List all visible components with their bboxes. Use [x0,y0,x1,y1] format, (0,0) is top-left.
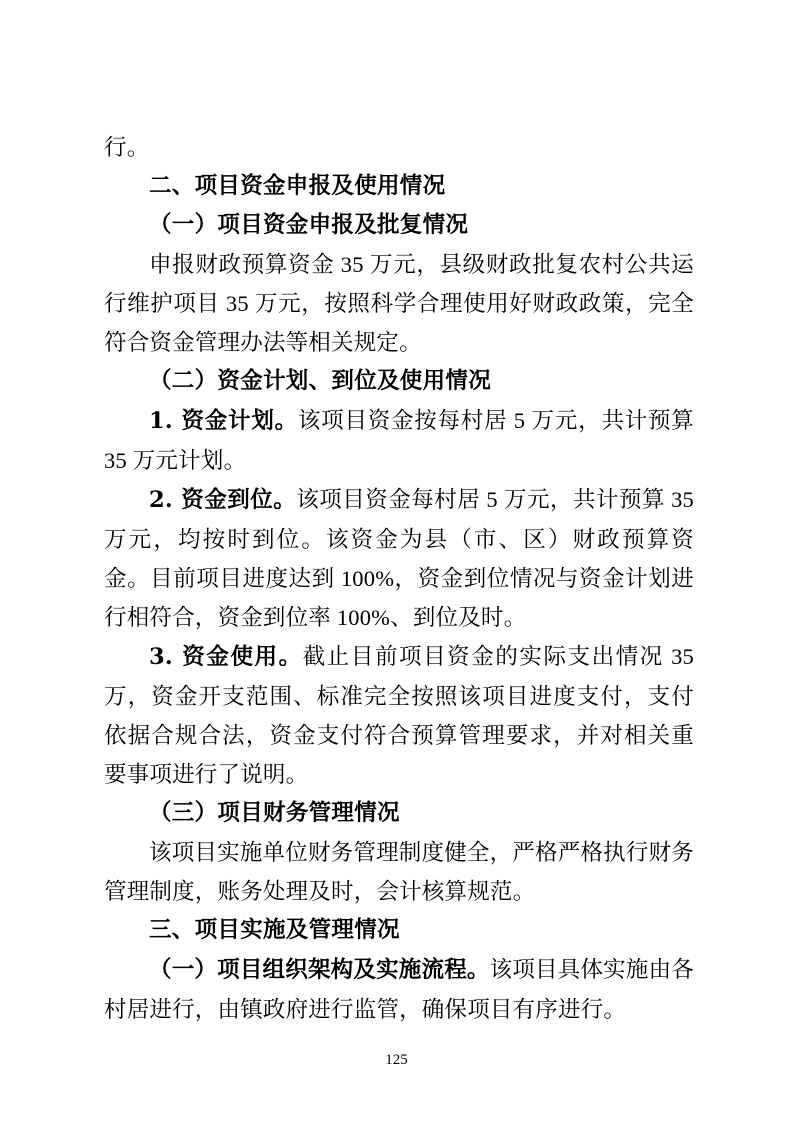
run-in-text-fund-plan: 该项目资金按每村居 5 万元，共计预算 35 万元计划。 [104,408,694,473]
run-in-head-fund-arrival: 2. 资金到位。 [149,487,297,513]
document-body [104,128,694,1029]
run-in-text-fund-arrival: 该项目资金每村居 5 万元，共计预算 35 万元，均按时到位。该资金为县（市、区）财政预算资金。目前项目进度达到 100%，资金到位情况与资金计划进行相符合，资金到位率 100%、到位及时。 [104,487,694,630]
paragraph-fund-plan [104,401,694,480]
subsection-heading-2-2: （二）资金计划、到位及使用情况 [149,368,492,394]
paragraph-funding-application: 申报财政预算资金 35 万元，县级财政批复农村公共运行维护项目 35 万元，按照科学合理使用好财政政策，完全符合资金管理办法等相关规定。 [104,252,694,355]
run-in-text-organization-structure: 该项目具体实施由各村居进行，由镇政府进行监管，确保项目有序进行。 [104,957,694,1022]
run-in-head-fund-plan: 1. 资金计划。 [149,408,298,434]
run-in-head-fund-usage: 3. 资金使用。 [149,644,303,670]
paragraph-continuation: 行。 [104,135,150,160]
subsection-heading-2-1: （一）项目资金申报及批复情况 [149,212,469,238]
subsection-heading-2-3: （三）项目财务管理情况 [149,800,400,826]
paragraph-fund-usage [104,637,694,794]
run-in-text-fund-usage: 截止目前项目资金的实际支出情况 35 万，资金开支范围、标准完全按照该项目进度支付，支付依据合规合法，资金支付符合预算管理要求，并对相关重要事项进行了说明。 [104,644,694,787]
section-heading-2: 二、项目资金申报及使用情况 [149,173,446,199]
paragraph-financial-management: 该项目实施单位财务管理制度健全，严格严格执行财务管理制度，账务处理及时，会计核算规范。 [104,840,694,904]
page-number: 125 [385,1052,408,1068]
run-in-head-organization-structure: （一）项目组织架构及实施流程。 [149,957,490,983]
section-heading-3: 三、项目实施及管理情况 [149,917,400,943]
paragraph-fund-arrival [104,480,694,637]
paragraph-organization-structure [104,950,694,1029]
